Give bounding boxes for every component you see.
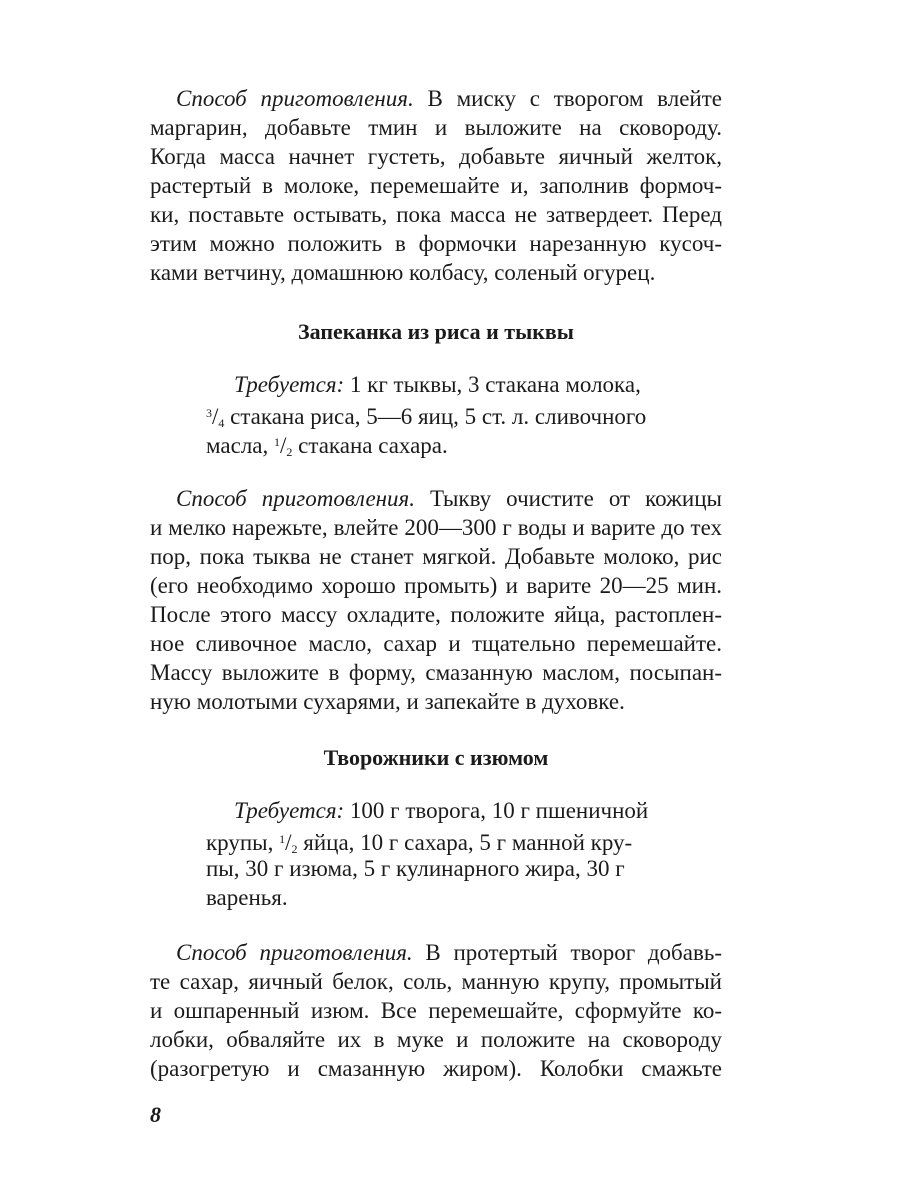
ingredients-line [206, 428, 448, 467]
fraction: $^3/_4$ [206, 404, 225, 430]
paragraph-line [176, 84, 722, 113]
requires-label: Требуется: [234, 798, 345, 823]
text-run: стакана риса, 5—6 яиц, 5 ст. л. сливочного [230, 404, 647, 429]
ingredients-line [234, 796, 648, 825]
paragraph-line: Когда масса начнет густеть, добавьте яичный желток, [150, 144, 722, 169]
method-label: Способ приготовления. [176, 486, 416, 511]
fraction: $^1/_2$ [274, 433, 293, 459]
text-run: масла, [206, 433, 269, 458]
fraction: $^1/_2$ [279, 830, 298, 856]
recipe-title: Творожники с изюмом [323, 745, 549, 770]
recipe-title: Запеканка из риса и тыквы [298, 319, 574, 344]
text-run: стакана сахара. [298, 433, 448, 458]
ingredients-line: пы, 30 г изюма, 5 г кулинарного жира, 30 г [206, 856, 625, 881]
requires-label: Требуется: [234, 372, 345, 397]
paragraph-line: растертый в молоке, перемешайте и, заполнив формоч- [150, 173, 722, 198]
paragraph-line: и мелко нарежьте, влейте 200—300 г воды и варите до тех [150, 515, 722, 540]
paragraph-line: лобки, обваляйте их в муке и положите на сковороду [150, 1027, 722, 1052]
text-run: В протертый творог добавь- [425, 940, 722, 965]
paragraph-line: ную молотыми сухарями, и запекайте в духовке. [150, 689, 625, 714]
paragraph-line [176, 938, 722, 967]
paragraph-line: После этого массу охладите, положите яйца, растоплен- [150, 602, 722, 627]
text-run: 1 кг тыквы, 3 стакана молока, [349, 372, 641, 397]
paragraph-line: ками ветчину, домашнюю колбасу, соленый огурец. [150, 260, 656, 285]
paragraph-line: ное сливочное масло, сахар и тщательно перемешайте. [150, 631, 722, 656]
ingredients-line [234, 370, 641, 399]
paragraph-line: пор, пока тыква не станет мягкой. Добавьте молоко, рис [150, 544, 722, 569]
paragraph-line: ки, поставьте остывать, пока масса не затвердеет. Перед [150, 202, 722, 227]
text-run: Тыкву очистите от кожицы [430, 486, 722, 511]
paragraph-line: маргарин, добавьте тмин и выложите на сковороду. [150, 115, 722, 140]
text-run: яйца, 10 г сахара, 5 г манной кру- [303, 830, 633, 855]
paragraph-line: Массу выложите в форму, смазанную маслом, посыпан- [150, 660, 722, 685]
paragraph-line [176, 484, 722, 513]
text-run: В миску с творогом влейте [427, 86, 722, 111]
paragraph-line: те сахар, яичный белок, соль, манную крупу, промытый [150, 969, 722, 994]
method-label: Способ приготовления. [176, 940, 413, 965]
paragraph-line: этим можно положить в формочки нарезанную кусоч- [150, 231, 722, 256]
paragraph-line: и ошпаренный изюм. Все перемешайте, сформуйте ко- [150, 998, 722, 1023]
method-label: Способ приготовления. [176, 86, 414, 111]
page-number: 8 [150, 1102, 161, 1127]
text-run: 100 г творога, 10 г пшеничной [349, 798, 649, 823]
paragraph-line: (разогретую и смазанную жиром). Колобки смажьте [150, 1056, 722, 1081]
paragraph-line: (его необходимо хорошо промыть) и варите 20—25 мин. [150, 573, 722, 598]
text-run: крупы, [206, 830, 274, 855]
ingredients-line: варенья. [206, 885, 288, 910]
